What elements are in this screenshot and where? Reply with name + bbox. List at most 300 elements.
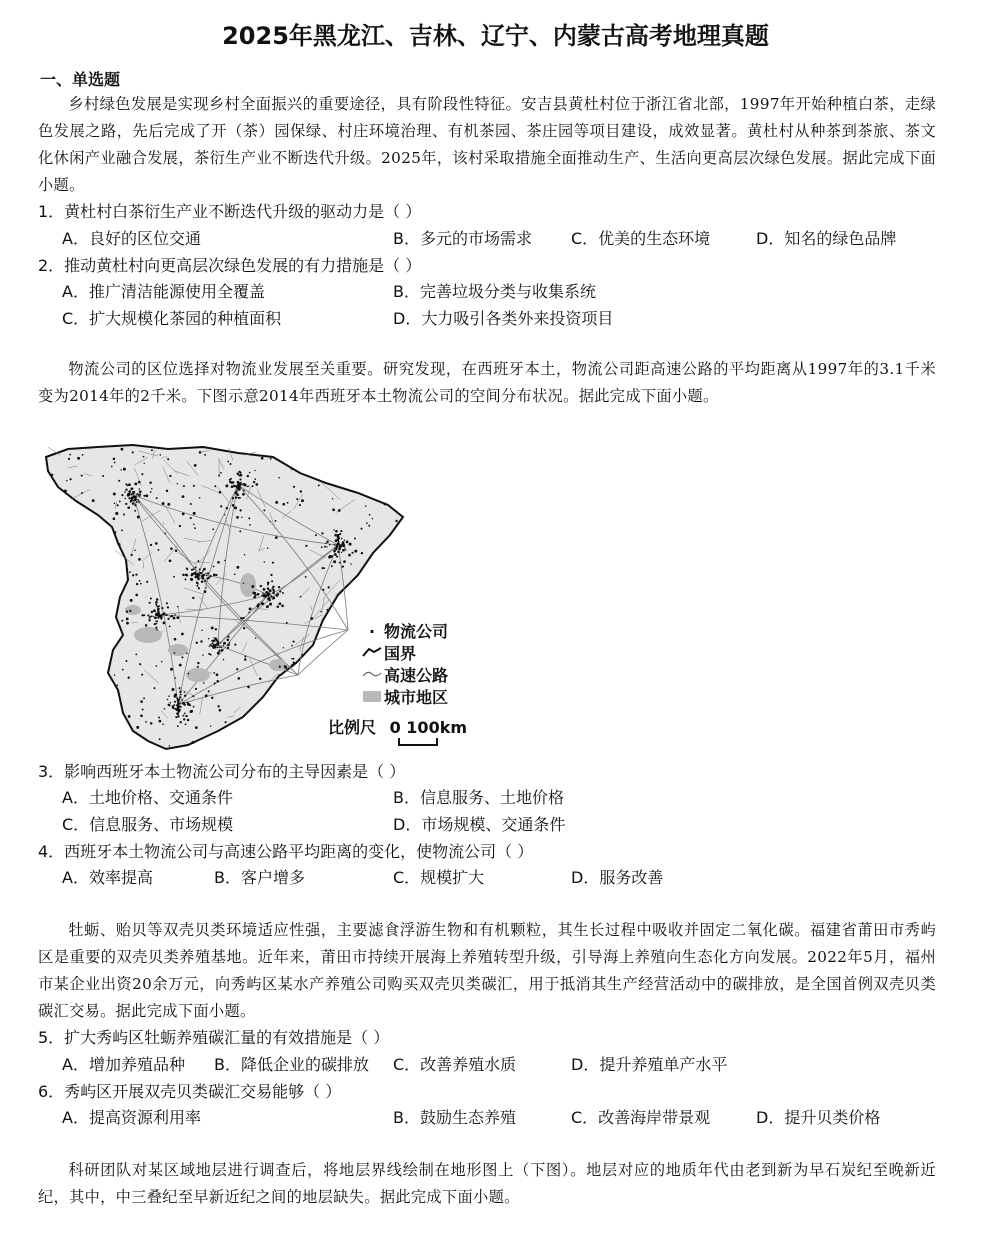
logistics-company-dot bbox=[260, 585, 262, 587]
logistics-company-dot bbox=[159, 605, 161, 607]
logistics-company-dot bbox=[272, 592, 275, 595]
logistics-company-dot bbox=[173, 576, 175, 578]
logistics-company-dot bbox=[175, 549, 178, 552]
logistics-company-dot bbox=[202, 570, 204, 572]
logistics-company-dot bbox=[211, 626, 214, 629]
logistics-company-dot bbox=[151, 449, 153, 451]
logistics-company-dot bbox=[351, 552, 353, 554]
legend-border-label: 国界 bbox=[384, 644, 417, 663]
logistics-company-dot bbox=[126, 618, 129, 621]
logistics-company-dot bbox=[213, 672, 215, 674]
logistics-company-dot bbox=[185, 574, 188, 577]
logistics-company-dot bbox=[227, 636, 229, 638]
logistics-company-dot bbox=[203, 568, 206, 571]
logistics-company-dot bbox=[141, 473, 143, 475]
logistics-company-dot bbox=[167, 503, 170, 506]
logistics-company-dot bbox=[199, 568, 201, 570]
logistics-company-dot bbox=[177, 725, 179, 727]
logistics-company-dot bbox=[121, 529, 123, 531]
logistics-company-dot bbox=[173, 617, 176, 620]
logistics-company-dot bbox=[275, 501, 278, 504]
logistics-company-dot bbox=[228, 642, 230, 644]
logistics-company-dot bbox=[145, 494, 148, 497]
logistics-company-dot bbox=[186, 652, 188, 654]
logistics-company-dot bbox=[341, 538, 343, 540]
logistics-company-dot bbox=[237, 472, 240, 475]
logistics-company-dot bbox=[136, 726, 139, 729]
logistics-company-dot bbox=[329, 544, 331, 546]
highway-line-icon bbox=[360, 666, 384, 685]
question-6-stem: 6．秀屿区开展双壳贝类碳汇交易能够（ ） bbox=[38, 1082, 342, 1101]
logistics-company-dot bbox=[204, 580, 206, 582]
logistics-company-dot bbox=[69, 454, 71, 456]
logistics-company-dot bbox=[166, 602, 168, 604]
logistics-company-dot bbox=[151, 488, 152, 489]
logistics-company-dot bbox=[179, 691, 181, 693]
logistics-company-dot bbox=[191, 578, 194, 581]
logistics-company-dot bbox=[114, 503, 116, 505]
logistics-company-dot bbox=[283, 647, 284, 648]
logistics-company-dot bbox=[132, 502, 135, 505]
logistics-company-dot bbox=[154, 623, 156, 625]
q1-option-d: D．知名的绿色品牌 bbox=[756, 229, 897, 248]
logistics-company-dot bbox=[180, 694, 182, 696]
logistics-company-dot bbox=[174, 701, 176, 703]
logistics-company-dot bbox=[166, 614, 168, 616]
logistics-company-dot bbox=[255, 483, 258, 486]
logistics-company-dot bbox=[270, 595, 272, 597]
logistics-company-dot bbox=[203, 574, 205, 576]
logistics-company-dot bbox=[157, 614, 160, 617]
logistics-company-dot bbox=[140, 700, 143, 703]
logistics-company-dot bbox=[113, 458, 115, 460]
logistics-company-dot bbox=[156, 497, 158, 499]
logistics-company-dot bbox=[310, 617, 313, 620]
logistics-company-dot bbox=[217, 561, 220, 564]
logistics-company-dot bbox=[243, 627, 245, 629]
logistics-company-dot bbox=[208, 638, 210, 640]
logistics-company-dot bbox=[329, 555, 331, 557]
logistics-company-dot bbox=[281, 604, 284, 607]
q1-option-c: C．优美的生态环境 bbox=[571, 229, 711, 248]
logistics-company-dot bbox=[293, 658, 295, 660]
logistics-company-dot bbox=[129, 571, 131, 573]
logistics-company-dot bbox=[210, 654, 212, 656]
question-5-stem: 5．扩大秀屿区牡蛎养殖碳汇量的有效措施是（ ） bbox=[38, 1028, 390, 1047]
logistics-company-dot bbox=[68, 458, 70, 460]
logistics-company-dot bbox=[197, 666, 199, 668]
q5-option-c: C．改善养殖水质 bbox=[393, 1055, 517, 1074]
logistics-company-dot bbox=[243, 583, 244, 584]
logistics-company-dot bbox=[207, 572, 209, 574]
logistics-company-dot bbox=[177, 606, 179, 608]
logistics-company-dot bbox=[269, 603, 272, 606]
logistics-company-dot bbox=[372, 518, 373, 519]
logistics-company-dot bbox=[346, 541, 349, 544]
question-2-stem: 2．推动黄杜村向更高层次绿色发展的有力措施是（ ） bbox=[38, 256, 422, 275]
logistics-company-dot bbox=[214, 640, 216, 642]
logistics-company-dot bbox=[169, 559, 172, 562]
logistics-company-dot bbox=[305, 545, 307, 547]
q6-option-c: C．改善海岸带景观 bbox=[571, 1108, 711, 1127]
logistics-company-dot bbox=[226, 507, 228, 509]
logistics-company-dot bbox=[146, 581, 148, 583]
logistics-company-dot bbox=[81, 492, 83, 494]
logistics-company-dot bbox=[121, 494, 123, 496]
logistics-company-dot bbox=[321, 532, 323, 534]
logistics-company-dot bbox=[223, 642, 226, 645]
logistics-company-dot bbox=[326, 546, 327, 547]
logistics-company-dot bbox=[128, 483, 131, 486]
logistics-company-dot bbox=[365, 505, 367, 507]
logistics-company-dot bbox=[120, 448, 123, 451]
logistics-company-dot bbox=[293, 662, 296, 665]
logistics-company-dot bbox=[176, 712, 179, 715]
logistics-company-dot bbox=[137, 516, 140, 519]
logistics-company-dot bbox=[172, 707, 174, 709]
logistics-company-dot bbox=[139, 663, 141, 665]
logistics-company-dot bbox=[343, 560, 346, 563]
logistics-company-dot bbox=[184, 691, 186, 693]
logistics-company-dot bbox=[202, 654, 203, 655]
logistics-company-dot bbox=[227, 461, 229, 463]
logistics-company-dot bbox=[135, 654, 137, 656]
logistics-company-dot bbox=[328, 586, 330, 588]
logistics-company-dot bbox=[195, 576, 198, 579]
logistics-company-dot bbox=[165, 533, 167, 535]
logistics-company-dot bbox=[113, 531, 116, 534]
logistics-company-dot bbox=[284, 665, 286, 667]
logistics-company-dot bbox=[219, 709, 222, 712]
logistics-company-dot bbox=[102, 475, 104, 477]
logistics-company-dot bbox=[275, 520, 277, 522]
logistics-company-dot bbox=[213, 573, 216, 576]
logistics-company-dot bbox=[167, 618, 169, 620]
logistics-company-dot bbox=[237, 481, 240, 484]
logistics-company-dot bbox=[342, 565, 344, 567]
logistics-company-dot bbox=[293, 486, 295, 488]
logistics-company-dot bbox=[195, 726, 198, 729]
logistics-company-dot bbox=[366, 522, 368, 524]
q4-option-b: B．客户增多 bbox=[214, 868, 305, 887]
logistics-company-dot bbox=[122, 669, 124, 671]
map-scale bbox=[328, 715, 467, 735]
dot-icon: · bbox=[368, 622, 376, 641]
logistics-company-dot bbox=[158, 717, 160, 719]
logistics-company-dot bbox=[156, 621, 158, 623]
logistics-company-dot bbox=[70, 478, 72, 480]
logistics-company-dot bbox=[354, 550, 357, 553]
q2-option-c: C．扩大规模化茶园的种植面积 bbox=[62, 309, 282, 328]
logistics-company-dot bbox=[224, 560, 225, 561]
logistics-company-dot bbox=[197, 578, 200, 581]
logistics-company-dot bbox=[148, 619, 150, 621]
logistics-company-dot bbox=[132, 488, 133, 489]
logistics-company-dot bbox=[170, 702, 172, 704]
logistics-company-dot bbox=[244, 484, 247, 487]
logistics-company-dot bbox=[223, 659, 224, 660]
logistics-company-dot bbox=[166, 490, 168, 492]
logistics-company-dot bbox=[232, 497, 234, 499]
logistics-company-dot bbox=[206, 575, 207, 576]
logistics-company-dot bbox=[282, 503, 285, 506]
logistics-company-dot bbox=[216, 643, 218, 645]
logistics-company-dot bbox=[270, 458, 272, 460]
logistics-company-dot bbox=[127, 493, 129, 495]
logistics-company-dot bbox=[337, 551, 340, 554]
logistics-company-dot bbox=[117, 504, 119, 506]
scale-label: 比例尺 bbox=[328, 718, 377, 737]
logistics-company-dot bbox=[208, 690, 210, 692]
logistics-company-dot bbox=[201, 581, 203, 583]
logistics-company-dot bbox=[200, 640, 202, 642]
logistics-company-dot bbox=[181, 656, 183, 658]
logistics-company-dot bbox=[194, 464, 197, 467]
logistics-company-dot bbox=[177, 702, 179, 704]
logistics-company-dot bbox=[238, 497, 240, 499]
logistics-company-dot bbox=[128, 497, 130, 499]
logistics-company-dot bbox=[209, 575, 211, 577]
logistics-company-dot bbox=[120, 469, 121, 470]
logistics-company-dot bbox=[254, 592, 256, 594]
scale-bar-icon bbox=[398, 737, 440, 747]
logistics-company-dot bbox=[116, 513, 118, 515]
logistics-company-dot bbox=[162, 723, 164, 725]
logistics-company-dot bbox=[186, 568, 188, 570]
logistics-company-dot bbox=[291, 658, 293, 660]
logistics-company-dot bbox=[338, 509, 341, 512]
logistics-company-dot bbox=[322, 589, 324, 591]
logistics-company-dot bbox=[318, 484, 320, 486]
logistics-company-dot bbox=[218, 475, 220, 477]
legend-company-label: 物流公司 bbox=[384, 622, 449, 641]
logistics-company-dot bbox=[158, 549, 160, 551]
logistics-company-dot bbox=[131, 493, 133, 495]
logistics-company-dot bbox=[218, 650, 220, 652]
logistics-company-dot bbox=[140, 583, 142, 585]
logistics-company-dot bbox=[176, 704, 179, 707]
logistics-company-dot bbox=[214, 485, 216, 487]
logistics-company-dot bbox=[172, 688, 175, 691]
q6-option-d: D．提升贝类价格 bbox=[756, 1108, 881, 1127]
logistics-company-dot bbox=[138, 481, 141, 484]
logistics-company-dot bbox=[170, 616, 172, 618]
logistics-company-dot bbox=[272, 562, 274, 564]
logistics-company-dot bbox=[133, 500, 135, 502]
logistics-company-dot bbox=[139, 580, 141, 582]
logistics-company-dot bbox=[156, 605, 158, 607]
logistics-company-dot bbox=[333, 550, 336, 553]
logistics-company-dot bbox=[179, 698, 181, 700]
logistics-company-dot bbox=[291, 645, 293, 647]
logistics-company-dot bbox=[248, 612, 250, 614]
logistics-company-dot bbox=[184, 704, 186, 706]
logistics-company-dot bbox=[217, 647, 219, 649]
logistics-company-dot bbox=[160, 616, 163, 619]
logistics-company-dot bbox=[176, 616, 179, 619]
logistics-company-dot bbox=[254, 478, 256, 480]
passage-logistics: 物流公司的区位选择对物流业发展至关重要。研究发现，在西班牙本土，物流公司距高速公路的平均距离从1997年的3.1千米变为2014年的2千米。下图示意2014年西班牙本土物流公司的空间分布状况。据此完成下面小题。 bbox=[38, 360, 936, 405]
logistics-company-dot bbox=[275, 536, 278, 539]
legend-row-border bbox=[360, 641, 416, 661]
logistics-company-dot bbox=[92, 499, 95, 502]
logistics-company-dot bbox=[182, 574, 185, 577]
logistics-company-dot bbox=[155, 603, 157, 605]
logistics-company-dot bbox=[279, 590, 281, 592]
logistics-company-dot bbox=[341, 545, 343, 547]
logistics-company-dot bbox=[244, 655, 246, 657]
logistics-company-dot bbox=[234, 573, 236, 575]
logistics-company-dot bbox=[315, 534, 317, 536]
logistics-company-dot bbox=[263, 588, 266, 591]
logistics-company-dot bbox=[188, 673, 190, 675]
logistics-company-dot bbox=[259, 678, 262, 681]
logistics-company-dot bbox=[141, 674, 143, 676]
logistics-company-dot bbox=[190, 517, 192, 519]
logistics-company-dot bbox=[239, 478, 241, 480]
logistics-company-dot bbox=[191, 569, 193, 571]
logistics-company-dot bbox=[201, 629, 203, 631]
logistics-company-dot bbox=[128, 715, 131, 718]
logistics-company-dot bbox=[215, 574, 217, 576]
logistics-company-dot bbox=[334, 544, 336, 546]
logistics-company-dot bbox=[128, 677, 130, 679]
logistics-company-dot bbox=[225, 721, 227, 723]
logistics-company-dot bbox=[291, 664, 294, 667]
logistics-company-dot bbox=[176, 697, 178, 699]
logistics-company-dot bbox=[167, 606, 169, 608]
logistics-company-dot bbox=[118, 543, 121, 546]
logistics-company-dot bbox=[249, 608, 252, 611]
logistics-company-dot bbox=[158, 617, 160, 619]
logistics-company-dot bbox=[126, 568, 128, 570]
logistics-company-dot bbox=[240, 617, 242, 619]
logistics-company-dot bbox=[264, 561, 265, 562]
legend-highway-label: 高速公路 bbox=[384, 666, 449, 685]
logistics-company-dot bbox=[299, 504, 301, 506]
logistics-company-dot bbox=[335, 539, 338, 542]
logistics-company-dot bbox=[257, 603, 260, 606]
logistics-company-dot bbox=[130, 599, 133, 602]
logistics-company-dot bbox=[145, 721, 147, 723]
logistics-company-dot bbox=[169, 745, 171, 747]
logistics-company-dot bbox=[208, 577, 210, 579]
urban-area-patch bbox=[168, 644, 188, 656]
logistics-company-dot bbox=[220, 505, 222, 507]
logistics-company-dot bbox=[184, 713, 186, 715]
logistics-company-dot bbox=[325, 542, 327, 544]
logistics-company-dot bbox=[155, 665, 157, 667]
logistics-company-dot bbox=[278, 586, 280, 588]
logistics-company-dot bbox=[248, 517, 250, 519]
logistics-company-dot bbox=[262, 592, 263, 593]
logistics-company-dot bbox=[272, 596, 275, 599]
logistics-company-dot bbox=[121, 620, 123, 622]
logistics-company-dot bbox=[179, 703, 180, 704]
q5-option-b: B．降低企业的碳排放 bbox=[214, 1055, 369, 1074]
logistics-company-dot bbox=[204, 590, 207, 593]
logistics-company-dot bbox=[135, 574, 137, 576]
logistics-company-dot bbox=[130, 501, 132, 503]
logistics-company-dot bbox=[253, 596, 256, 599]
logistics-company-dot bbox=[261, 457, 264, 460]
logistics-company-dot bbox=[211, 697, 213, 699]
logistics-company-dot bbox=[247, 686, 250, 689]
logistics-company-dot bbox=[181, 633, 184, 636]
logistics-company-dot bbox=[192, 597, 194, 599]
q1-option-a: A．良好的区位交通 bbox=[62, 229, 201, 248]
logistics-company-dot bbox=[156, 598, 159, 601]
logistics-company-dot bbox=[145, 624, 148, 627]
logistics-company-dot bbox=[156, 629, 158, 631]
logistics-company-dot bbox=[51, 474, 53, 476]
logistics-company-dot bbox=[134, 510, 136, 512]
logistics-company-dot bbox=[126, 622, 129, 625]
logistics-company-dot bbox=[179, 696, 181, 698]
logistics-company-dot bbox=[155, 542, 158, 545]
logistics-company-dot bbox=[267, 547, 268, 548]
logistics-company-dot bbox=[278, 477, 280, 479]
logistics-company-dot bbox=[193, 706, 195, 708]
logistics-company-dot bbox=[150, 544, 152, 546]
logistics-company-dot bbox=[337, 544, 339, 546]
logistics-company-dot bbox=[236, 566, 239, 569]
logistics-company-dot bbox=[170, 547, 173, 550]
logistics-company-dot bbox=[197, 583, 199, 585]
logistics-company-dot bbox=[210, 726, 211, 727]
logistics-company-dot bbox=[217, 652, 220, 655]
logistics-company-dot bbox=[204, 454, 206, 456]
q6-option-a: A．提高资源利用率 bbox=[62, 1108, 201, 1127]
q3-option-b: B．信息服务、土地价格 bbox=[393, 788, 564, 807]
logistics-company-dot bbox=[127, 506, 130, 509]
logistics-company-dot bbox=[235, 496, 237, 498]
logistics-company-dot bbox=[81, 475, 83, 477]
logistics-company-dot bbox=[203, 578, 205, 580]
passage-shellfish: 牡蛎、贻贝等双壳贝类环境适应性强，主要滤食浮游生物和有机颗粒，其生长过程中吸收并固定二氧化碳。福建省莆田市秀屿区是重要的双壳贝类养殖基地。近年来，莆田市持续开展海上养殖转型升级，引导海上养殖向生态化方向发展。2022年5月，福州市某企业出资20余万元，向秀屿区某水产养殖公司购买双壳贝类碳汇，用于抵消其生产经营活动中的碳排放，是全国首例双壳贝类碳汇交易。据此完成下面小题。 bbox=[38, 921, 936, 1020]
logistics-company-dot bbox=[123, 513, 125, 515]
logistics-company-dot bbox=[334, 548, 336, 550]
urban-area-patch bbox=[269, 659, 287, 671]
logistics-company-dot bbox=[199, 451, 202, 454]
logistics-company-dot bbox=[331, 565, 333, 567]
logistics-company-dot bbox=[225, 484, 228, 487]
logistics-company-dot bbox=[205, 694, 208, 697]
logistics-company-dot bbox=[349, 543, 352, 546]
logistics-company-dot bbox=[300, 490, 302, 492]
logistics-company-dot bbox=[174, 638, 177, 641]
logistics-company-dot bbox=[267, 584, 269, 586]
logistics-company-dot bbox=[114, 462, 116, 464]
logistics-company-dot bbox=[174, 693, 177, 696]
logistics-company-dot bbox=[338, 548, 341, 551]
q5-option-a: A．增加养殖品种 bbox=[62, 1055, 185, 1074]
legend-row-company bbox=[360, 619, 448, 639]
logistics-company-dot bbox=[237, 483, 239, 485]
logistics-company-dot bbox=[220, 647, 222, 649]
logistics-company-dot bbox=[151, 611, 153, 613]
logistics-company-dot bbox=[179, 687, 181, 689]
logistics-company-dot bbox=[337, 535, 339, 537]
logistics-company-dot bbox=[282, 592, 284, 594]
logistics-company-dot bbox=[249, 472, 251, 474]
logistics-company-dot bbox=[279, 666, 281, 668]
logistics-company-dot bbox=[244, 658, 247, 661]
logistics-company-dot bbox=[236, 493, 238, 495]
logistics-company-dot bbox=[124, 491, 126, 493]
logistics-company-dot bbox=[267, 592, 270, 595]
logistics-company-dot bbox=[216, 673, 219, 676]
